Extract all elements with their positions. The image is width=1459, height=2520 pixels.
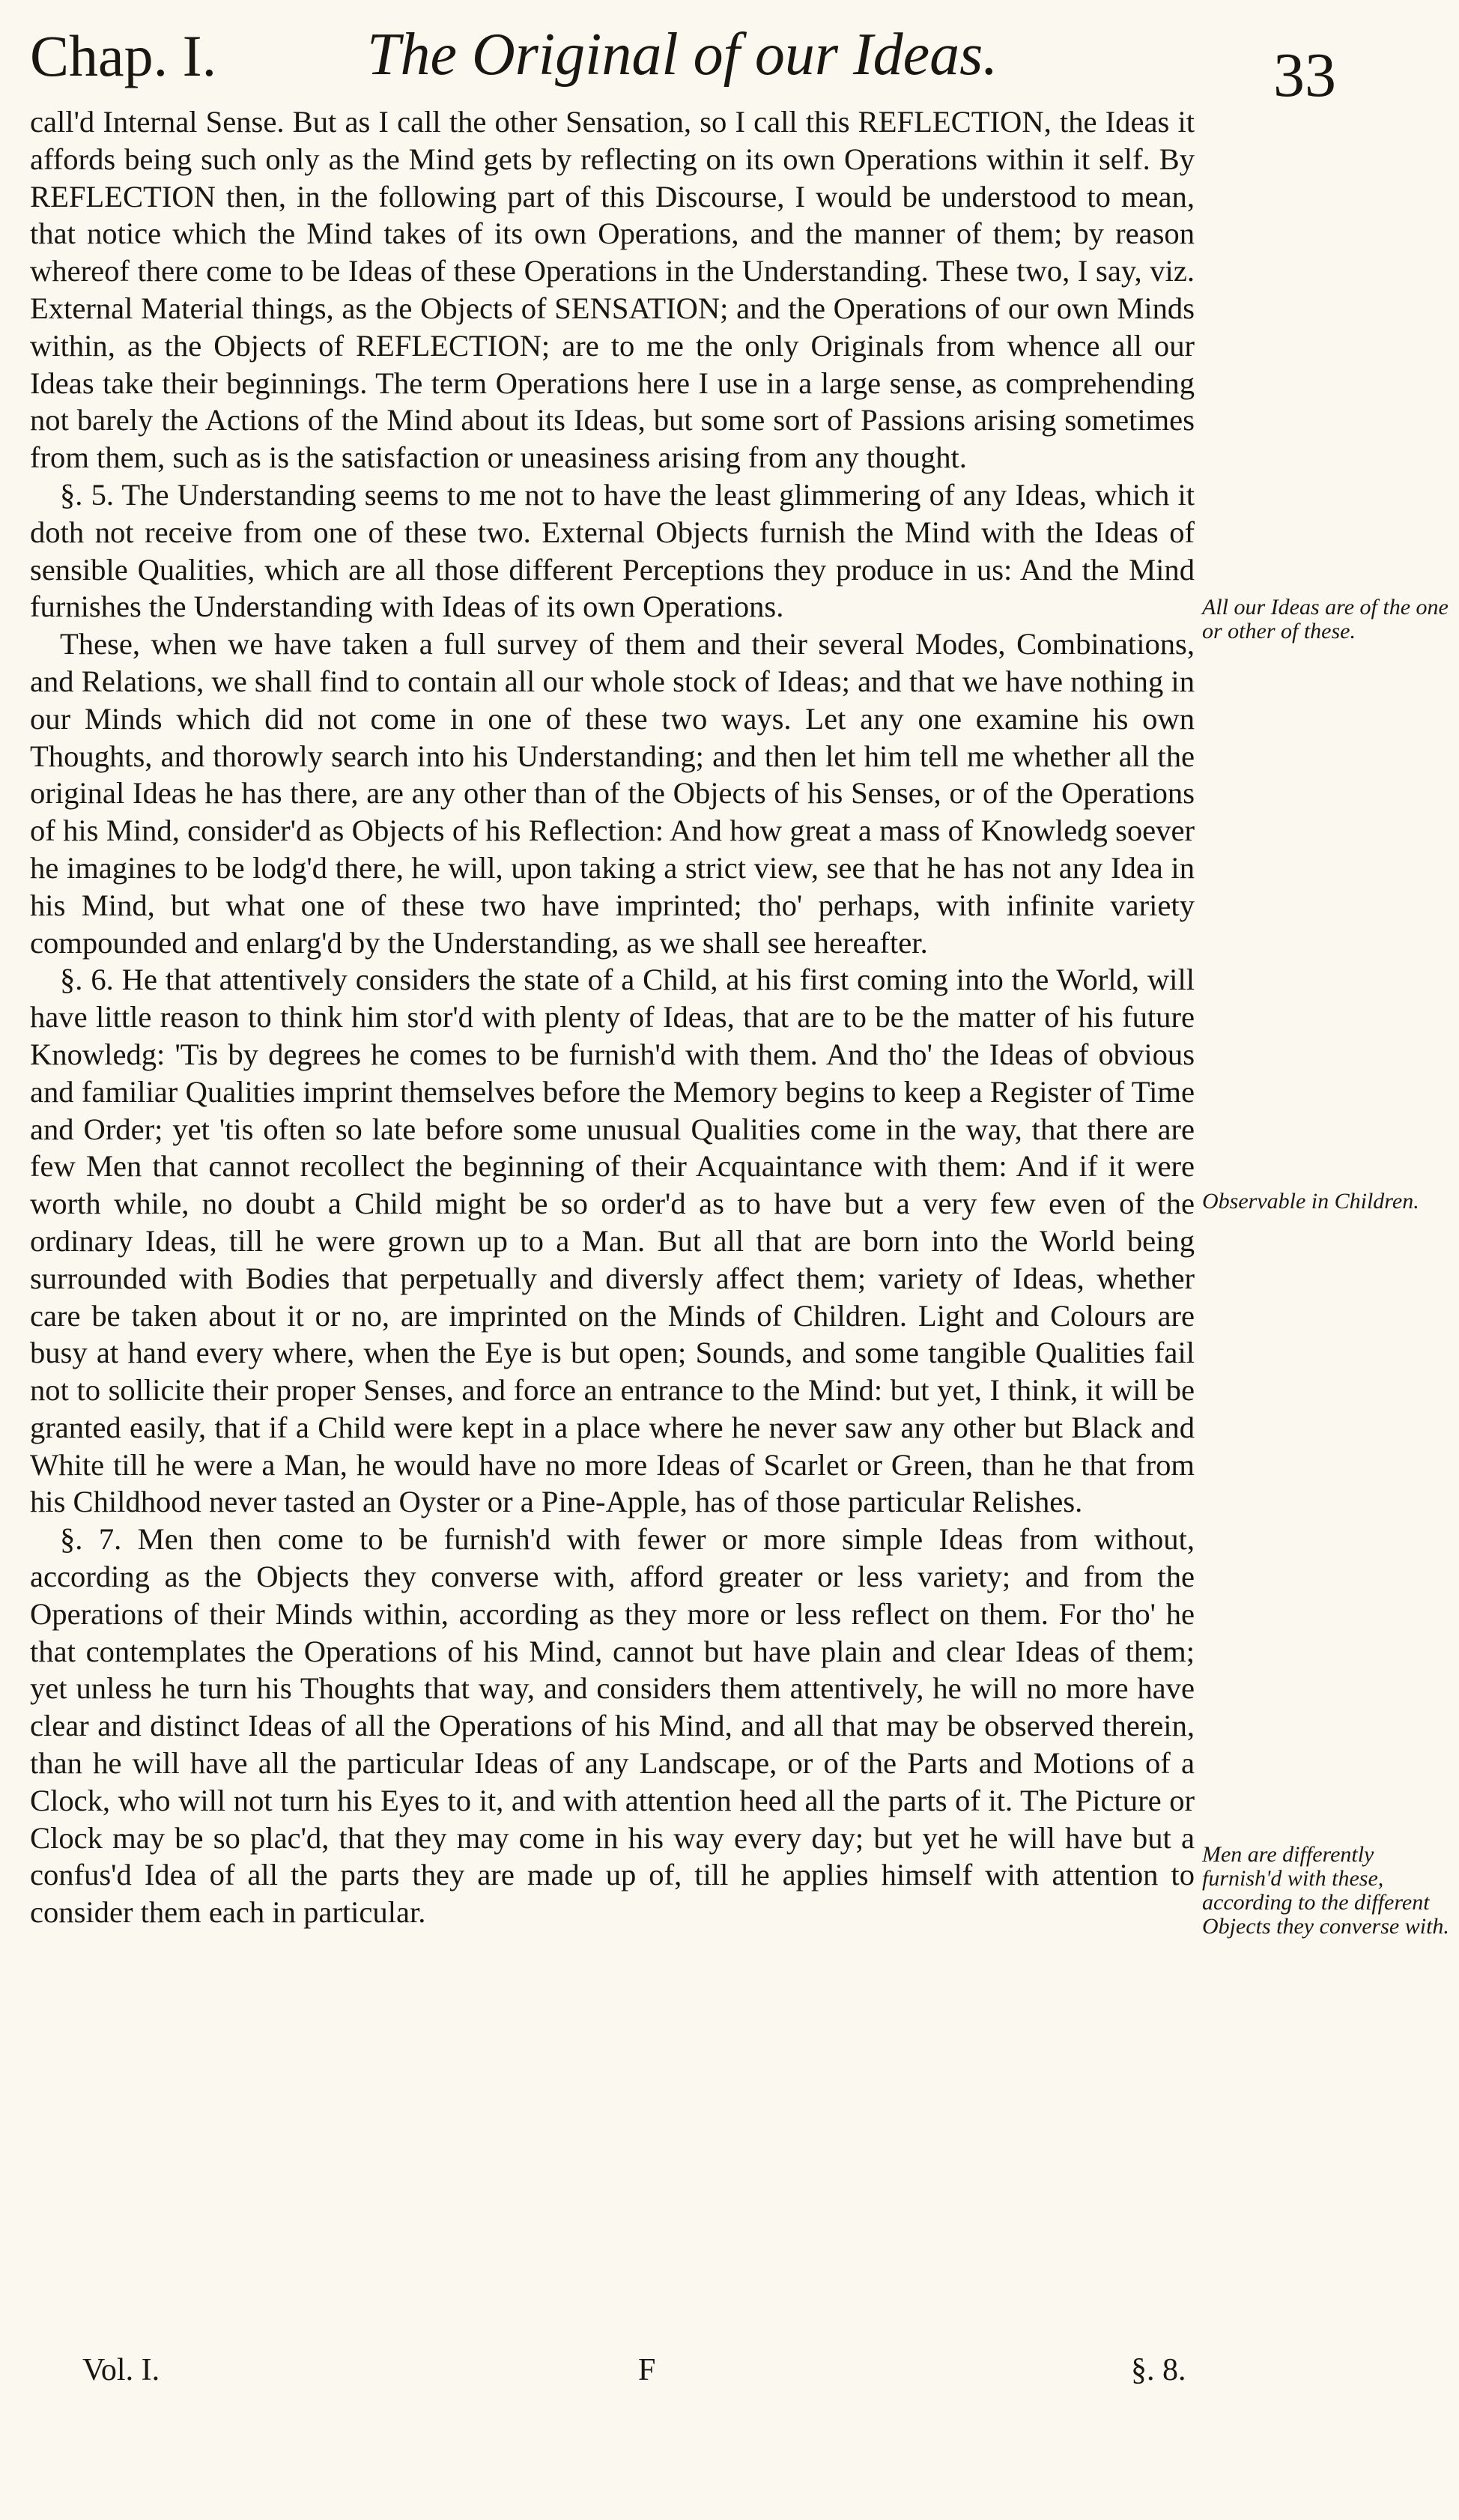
main-text bbox=[30, 103, 1195, 2321]
paragraph-1: call'd Internal Sense. But as I call the other Sensation, so I call this REFLECTION, the Ideas it affords being such only as the Mind gets by reflecting on its own Operations within it self. By REFLECTION then, in the following part of this Discourse, I would be understood to mean, that notice which the Mind takes of its own Operations, and the manner of them; by reason whereof there come to be Ideas of these Operations in the Understanding. These two, I say, viz. External Material things, as the Objects of SENSATION; and the Operations of our own Minds within, as the Objects of REFLECTION; are to me the only Originals from whence all our Ideas take their beginnings. The term Operations here I use in a large sense, as comprehending not barely the Actions of the Mind about its Ideas, but some sort of Passions arising sometimes from them, such as is the satisfaction or uneasiness arising from any thought. bbox=[30, 105, 1195, 475]
margin-note-2: Observable in Children. bbox=[1202, 1189, 1419, 1214]
catchword: §. 8. bbox=[1131, 2353, 1186, 2387]
signature-mark: F bbox=[638, 2353, 656, 2387]
paragraph-2: These, when we have taken a full survey of them and their several Modes, Combinations, and Relations, we shall find to contain all our whole stock of Ideas; and that we have nothing in our Minds which did not come in one of these two ways. Let any one examine his own Thoughts, and thorowly search into his Understanding; and then let him tell me whether all the original Ideas he has there, are any other than of the Objects of his Senses, or of the Operations of his Mind, consider'd as Objects of his Reflection: And how great a mass of Knowledg soever he imagines to be lodg'd there, he will, upon taking a strict view, see that he has not any Idea in his Mind, but what one of these two have imprinted; tho' perhaps, with infinite variety compounded and enlarg'd by the Understanding, as we shall see hereafter. bbox=[30, 627, 1195, 960]
page-header bbox=[0, 0, 1459, 110]
margin-note-1: All our Ideas are of the one or other of these. bbox=[1202, 595, 1449, 643]
paragraph-section-6: §. 6. He that attentively considers the state of a Child, at his first coming into the World, will have little reason to think him stor'd with plenty of Ideas, that are to be the matter of his future Knowledg: 'Tis by degrees he comes to be furnish'd with them. And tho' the Ideas of obvious and familiar Qualities imprint themselves before the Memory begins to keep a Register of Time and Order; yet 'tis often so late before some unusual Qualities come in the way, that there are few Men that cannot recollect the beginning of their Acquaintance with them: And if it were worth while, no doubt a Child might be so order'd as to have but a very few even of the ordinary Ideas, till he were grown up to a Man. But all that are born into the World being surrounded with Bodies that perpetually and diversly affect them; variety of Ideas, whether care be taken about it or no, are imprinted on the Minds of Children. Light and Colours are busy at hand every where, when the Eye is but open; Sounds, and some tangible Qualities fail not to sollicite their proper Senses, and force an entrance to the Mind: but yet, I think, it will be granted easily, that if a Child were kept in a place where he never saw any other but Black and White till he were a Man, he would have no more Ideas of Scarlet or Green, than he that from his Childhood never tasted an Oyster or a Pine-Apple, has of those particular Relishes. bbox=[30, 963, 1195, 1519]
volume-label: Vol. I. bbox=[82, 2353, 160, 2387]
paragraph-section-5: §. 5. The Understanding seems to me not to have the least glimmering of any Ideas, which it doth not receive from one of these two. External Objects furnish the Mind with the Ideas of sensible Qualities, which are all those different Perceptions they produce in us: And the Mind furnishes the Understanding with Ideas of its own Operations. bbox=[30, 477, 1195, 624]
chapter-label: Chap. I. bbox=[30, 23, 217, 88]
margin-note-3: Men are differently furnish'd with these, according to the different Objects they converse with. bbox=[1202, 1842, 1449, 1939]
page-number: 33 bbox=[1273, 40, 1336, 110]
running-title: The Original of our Ideas. bbox=[367, 22, 998, 88]
paragraph-section-7: §. 7. Men then come to be furnish'd with fewer or more simple Ideas from without, according as the Objects they converse with, afford greater or less variety; and from the Operations of their Minds within, according as they more or less reflect on them. For tho' he that contemplates the Operations of his Mind, cannot but have plain and clear Ideas of them; yet unless he turn his Thoughts that way, and considers them attentively, he will no more have clear and distinct Ideas of all the Operations of his Mind, and all that may be observed therein, than he will have all the particular Ideas of any Landscape, or of the Parts and Motions of a Clock, who will not turn his Eyes to it, and with attention heed all the parts of it. The Picture or Clock may be so plac'd, that they may come in his way every day; but yet he will have but a confus'd Idea of all the parts they are made up of, till he applies himself with attention to consider them each in particular. bbox=[30, 1522, 1195, 1930]
page-footer bbox=[0, 2352, 1459, 2412]
